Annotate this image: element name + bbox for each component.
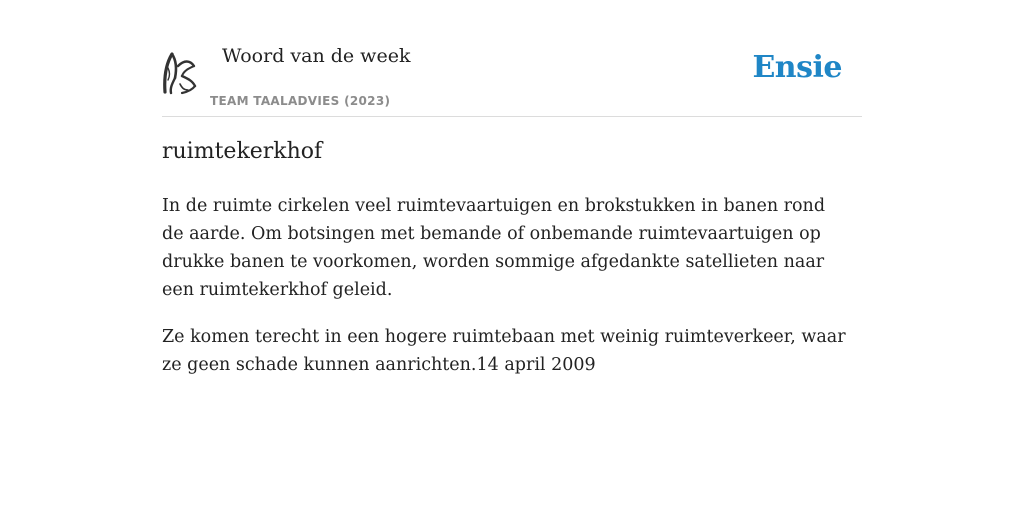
author-meta: TEAM TAALADVIES (2023): [210, 94, 391, 108]
paragraph-2-text: Ze komen terecht in een hogere ruimtebaan met weinig ruimteverkeer, waar ze geen schade kunnen aanrichten.: [162, 327, 846, 375]
section-title: Woord van de week: [222, 45, 411, 67]
article-body: [162, 192, 852, 398]
paragraph-1: In de ruimte cirkelen veel ruimtevaartuigen en brokstukken in banen rond de aarde. Om botsingen met bemande of onbemande ruimtevaartuigen op drukke banen te voorkomen, worden sommige afgedankte satellieten naar een ruimtekerkhof geleid.: [162, 196, 826, 300]
paragraph-2: [162, 323, 852, 379]
ensie-logo-link[interactable]: Ensie: [752, 50, 842, 85]
flemish-lion-icon: [162, 48, 198, 96]
header: [162, 0, 862, 117]
publication-date: 14 april 2009: [476, 355, 596, 375]
page: [162, 0, 862, 375]
word-title: ruimtekerkhof: [162, 139, 323, 164]
